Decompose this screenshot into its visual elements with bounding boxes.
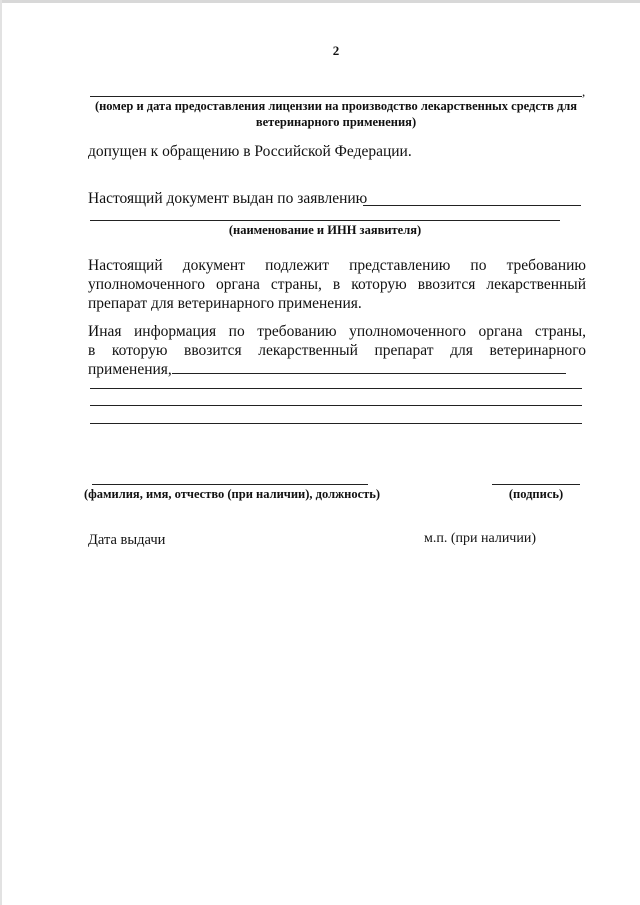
other-info-line1: Иная информация по требованию уполномоченного органа страны, (88, 323, 586, 340)
issued-by-text: Настоящий документ выдан по заявлению (88, 190, 368, 207)
license-number-line (90, 96, 582, 97)
scan-edge-top (0, 0, 640, 3)
license-caption-line2: ветеринарного применения) (255, 115, 417, 129)
admitted-text: допущен к обращению в Российской Федерации. (88, 143, 412, 160)
license-line-comma: , (582, 84, 586, 99)
present-paragraph-line1: Настоящий документ подлежит представлению по требованию (88, 257, 586, 274)
present-paragraph-line3: препарат для ветеринарного применения. (88, 295, 362, 312)
signature-line (492, 484, 580, 485)
page-number: 2 (332, 43, 340, 58)
other-info-line2: в которую ввозится лекарственный препарат для ветеринарного (88, 342, 586, 359)
stamp-label: м.п. (при наличии) (424, 531, 536, 546)
name-position-line (92, 484, 368, 485)
applicant-line-2 (90, 220, 560, 221)
blank-line-2 (90, 405, 582, 406)
present-paragraph-line2: уполномоченного органа страны, в которую ввозится лекарственный (88, 276, 586, 293)
blank-line-1 (90, 388, 582, 389)
scan-edge-left (0, 0, 2, 905)
blank-line-3 (90, 423, 582, 424)
other-info-fill-line (172, 373, 566, 374)
applicant-line-1 (363, 205, 581, 206)
issue-date-label: Дата выдачи (88, 532, 166, 548)
name-position-caption: (фамилия, имя, отчество (при наличии), должность) (83, 487, 381, 501)
signature-caption: (подпись) (508, 487, 564, 501)
other-info-line3: применения, (88, 361, 172, 378)
license-caption-line1: (номер и дата предоставления лицензии на производство лекарственных средств для (94, 99, 578, 113)
applicant-caption: (наименование и ИНН заявителя) (228, 223, 422, 237)
